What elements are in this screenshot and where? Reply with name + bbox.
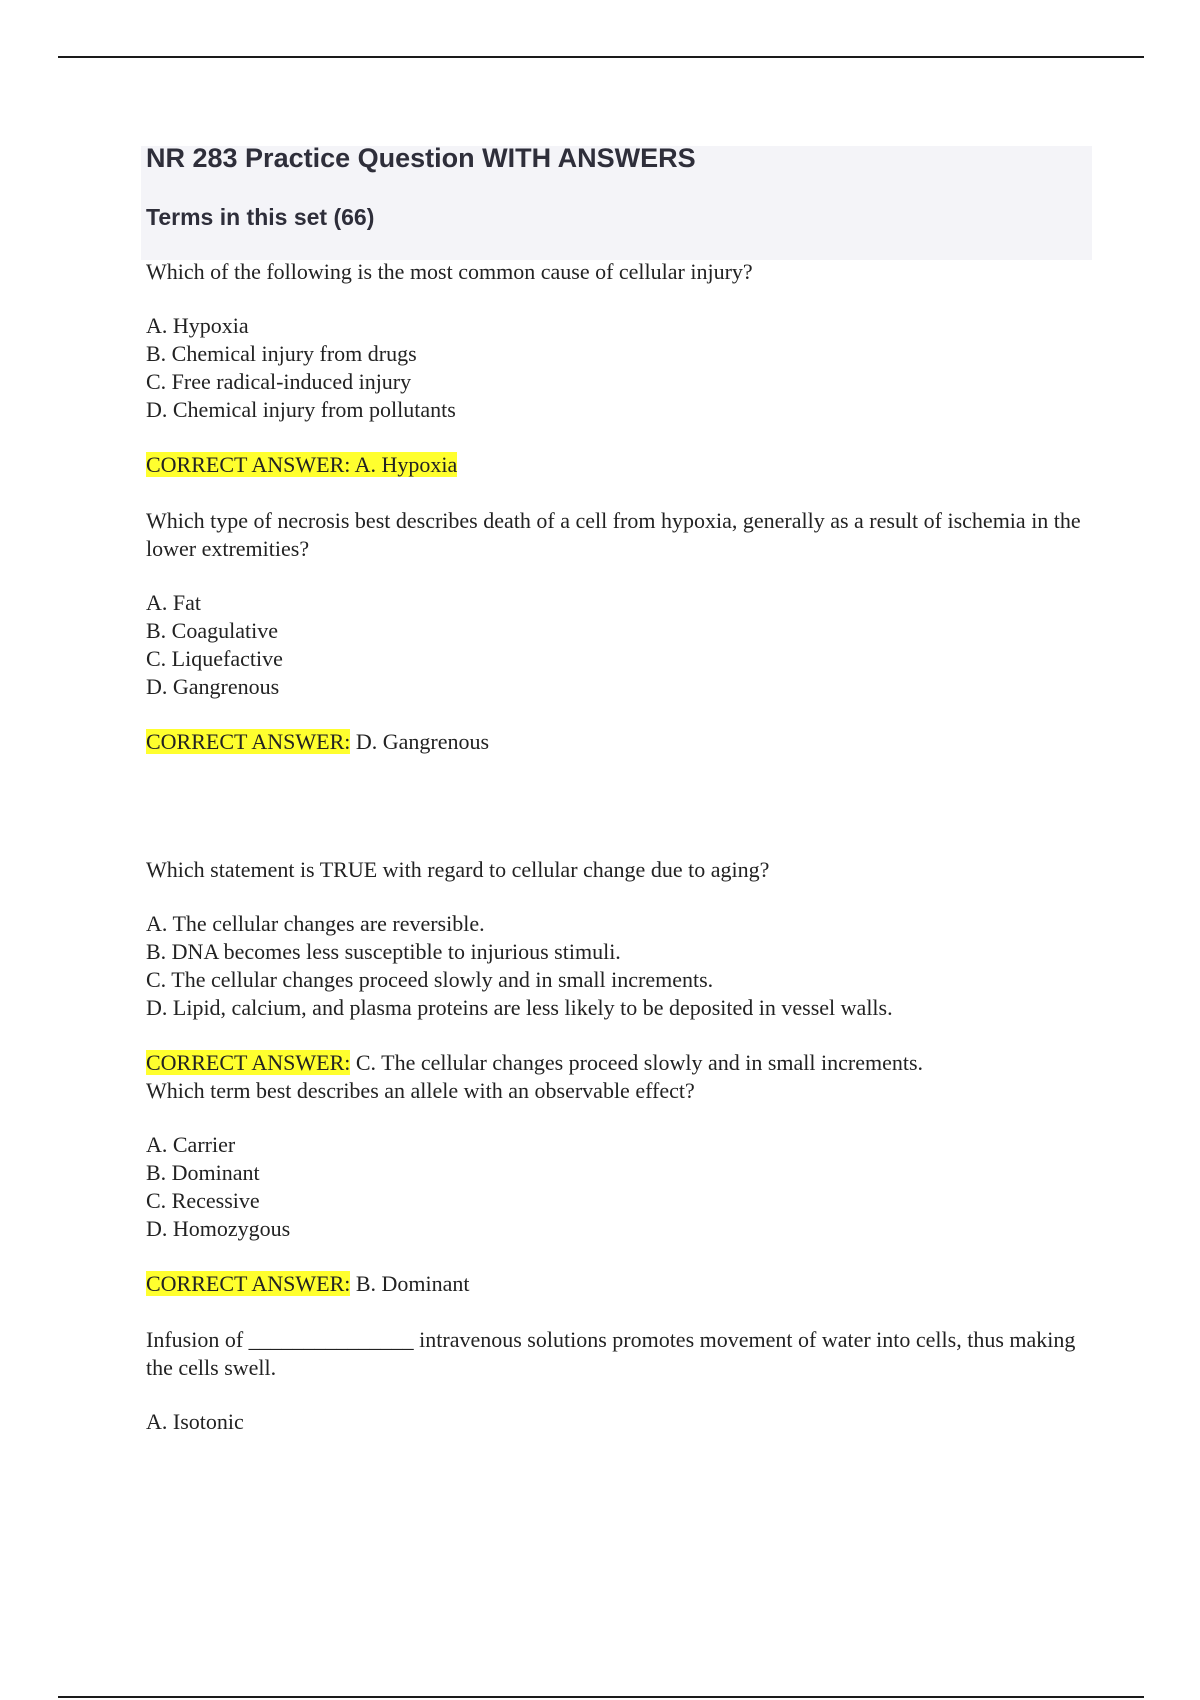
question-text: Which of the following is the most common cause of cellular injury? bbox=[146, 259, 753, 284]
option-item: D. Homozygous bbox=[146, 1216, 291, 1241]
option-list bbox=[146, 1131, 1096, 1243]
option-item: B. Chemical injury from drugs bbox=[146, 341, 417, 366]
correct-answer bbox=[146, 728, 1096, 756]
answer-highlight: CORRECT ANSWER: A. Hypoxia bbox=[146, 452, 458, 477]
question-text: Which statement is TRUE with regard to cellular change due to aging? bbox=[146, 857, 770, 882]
terms-count: Terms in this set (66) bbox=[146, 204, 375, 230]
option-list bbox=[146, 312, 1096, 424]
option-item: C. Recessive bbox=[146, 1188, 260, 1213]
option-item: A. Hypoxia bbox=[146, 313, 249, 338]
option-item: C. Liquefactive bbox=[146, 646, 283, 671]
option-item: D. Gangrenous bbox=[146, 674, 280, 699]
question-text: Which term best describes an allele with an observable effect? bbox=[146, 1078, 695, 1103]
option-item: A. Isotonic bbox=[146, 1409, 244, 1434]
question-text: Infusion of _______________ intravenous solutions promotes movement of water into cells, thus making the cells swell. bbox=[146, 1327, 1076, 1380]
correct-answer bbox=[146, 1049, 1096, 1077]
document-title: NR 283 Practice Question WITH ANSWERS bbox=[146, 143, 696, 173]
answer-highlight: CORRECT ANSWER: bbox=[146, 1050, 351, 1075]
option-item: A. Carrier bbox=[146, 1132, 236, 1157]
correct-answer bbox=[146, 451, 1096, 479]
option-list bbox=[146, 910, 1096, 1022]
answer-highlight: CORRECT ANSWER: bbox=[146, 1271, 351, 1296]
option-item: B. Coagulative bbox=[146, 618, 278, 643]
answer-text: C. The cellular changes proceed slowly and in small increments. bbox=[350, 1050, 924, 1075]
option-list bbox=[146, 589, 1096, 701]
question-block bbox=[146, 258, 1096, 479]
answer-text: B. Dominant bbox=[350, 1271, 470, 1296]
question-text: Which type of necrosis best describes death of a cell from hypoxia, generally as a result of ischemia in the lower extremities? bbox=[146, 508, 1081, 561]
option-list bbox=[146, 1408, 1096, 1436]
question-block bbox=[146, 507, 1096, 756]
option-item: D. Lipid, calcium, and plasma proteins are less likely to be deposited in vessel walls. bbox=[146, 995, 893, 1020]
option-item: C. Free radical-induced injury bbox=[146, 369, 412, 394]
option-item: D. Chemical injury from pollutants bbox=[146, 397, 456, 422]
top-rule bbox=[58, 56, 1144, 58]
correct-answer bbox=[146, 1270, 1096, 1298]
question-block bbox=[146, 856, 1096, 1077]
question-list bbox=[146, 258, 1096, 1436]
question-block bbox=[146, 1326, 1096, 1436]
question-block bbox=[146, 1077, 1096, 1298]
option-item: B. DNA becomes less susceptible to injurious stimuli. bbox=[146, 939, 621, 964]
option-item: A. The cellular changes are reversible. bbox=[146, 911, 485, 936]
option-item: B. Dominant bbox=[146, 1160, 260, 1185]
answer-text: D. Gangrenous bbox=[350, 729, 490, 754]
answer-highlight: CORRECT ANSWER: bbox=[146, 729, 351, 754]
option-item: A. Fat bbox=[146, 590, 201, 615]
bottom-rule bbox=[58, 1696, 1144, 1698]
option-item: C. The cellular changes proceed slowly and in small increments. bbox=[146, 967, 714, 992]
